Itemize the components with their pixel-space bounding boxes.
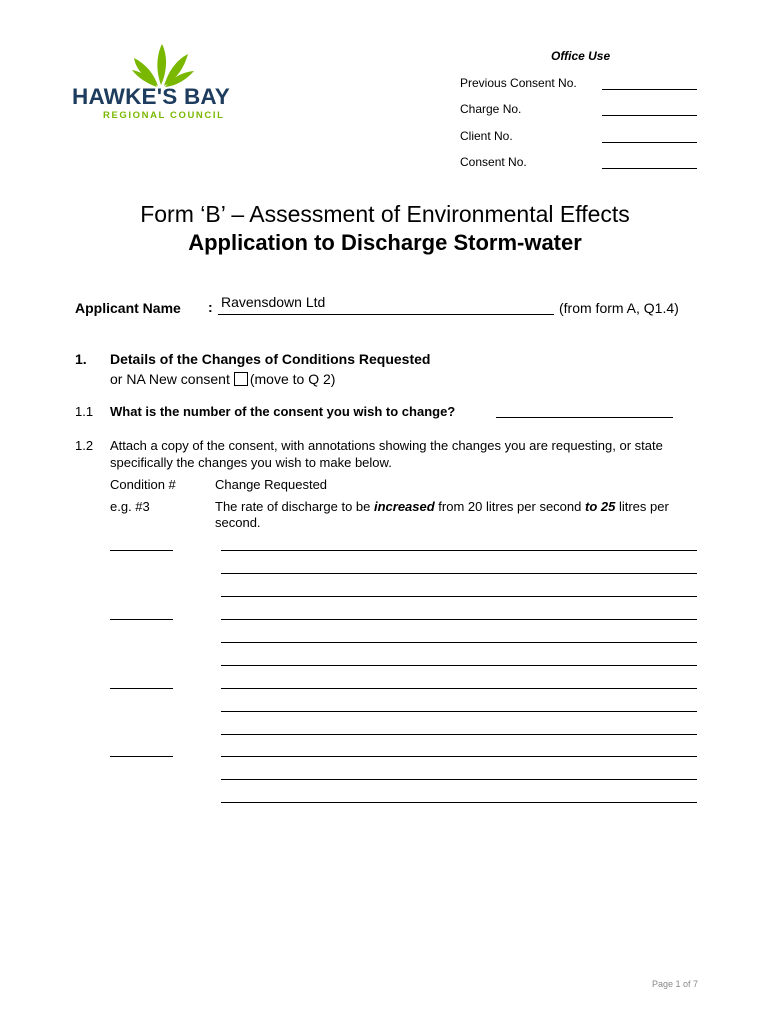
example-change-text-3: litres per second. (215, 499, 669, 530)
question-1-1-number: 1.1 (75, 404, 94, 419)
section-1-number: 1. (75, 351, 87, 367)
example-condition: e.g. #3 (110, 499, 150, 514)
form-subtitle: Application to Discharge Storm-water (188, 230, 582, 255)
logo-title: HAWKE'S BAY (72, 84, 230, 109)
previous-consent-field[interactable] (602, 89, 697, 90)
applicant-name-value: Ravensdown Ltd (221, 294, 326, 310)
charge-no-label: Charge No. (460, 102, 522, 116)
applicant-name-field[interactable] (218, 314, 554, 315)
form-title: Form ‘B’ – Assessment of Environmental Effects (140, 201, 630, 227)
new-consent-label: or NA New consent (110, 371, 230, 387)
new-consent-note: (move to Q 2) (249, 371, 336, 387)
change-field-1b[interactable] (221, 573, 697, 574)
charge-no-field[interactable] (602, 115, 697, 116)
consent-no-label: Consent No. (460, 155, 527, 169)
question-1-2-number: 1.2 (75, 438, 94, 453)
change-field-3a[interactable] (221, 688, 697, 689)
example-change-text-2: from 20 litres per second (434, 499, 585, 514)
change-field-4b[interactable] (221, 779, 697, 780)
consent-no-field[interactable] (602, 168, 697, 169)
applicant-colon: : (208, 299, 213, 315)
new-consent-line (110, 371, 335, 387)
consent-number-field[interactable] (496, 417, 673, 418)
applicant-name-label: Applicant Name (75, 300, 181, 316)
example-change-emphasis-1: increased (373, 499, 435, 514)
client-no-field[interactable] (602, 142, 697, 143)
change-column-header: Change Requested (215, 477, 328, 492)
question-1-2-text: Attach a copy of the consent, with annotations showing the changes you are requesting, or state specifically the changes you wish to make below. (110, 438, 663, 470)
question-1-1-text: What is the number of the consent you wish to change? (110, 404, 456, 419)
client-no-label: Client No. (460, 129, 513, 143)
page-number: Page 1 of 7 (652, 979, 699, 989)
applicant-name-note: (from form A, Q1.4) (559, 300, 679, 316)
change-field-2c[interactable] (221, 665, 697, 666)
change-field-1c[interactable] (221, 596, 697, 597)
change-field-1a[interactable] (221, 550, 697, 551)
condition-field-2[interactable] (110, 619, 173, 620)
example-change (215, 499, 705, 531)
office-use-heading: Office Use (551, 49, 611, 63)
change-field-4c[interactable] (221, 802, 697, 803)
condition-field-4[interactable] (110, 756, 173, 757)
change-field-3c[interactable] (221, 734, 697, 735)
change-field-3b[interactable] (221, 711, 697, 712)
condition-field-3[interactable] (110, 688, 173, 689)
example-change-emphasis-2: to 25 (584, 499, 616, 514)
change-field-4a[interactable] (221, 756, 697, 757)
change-field-2b[interactable] (221, 642, 697, 643)
logo-subtitle: REGIONAL COUNCIL (103, 110, 225, 121)
condition-field-1[interactable] (110, 550, 173, 551)
previous-consent-label: Previous Consent No. (460, 76, 577, 90)
condition-column-header: Condition # (110, 477, 176, 492)
section-1-title: Details of the Changes of Conditions Requested (110, 351, 431, 367)
new-consent-checkbox[interactable] (234, 372, 248, 386)
change-field-2a[interactable] (221, 619, 697, 620)
example-change-text-1: The rate of discharge to be (215, 499, 374, 514)
